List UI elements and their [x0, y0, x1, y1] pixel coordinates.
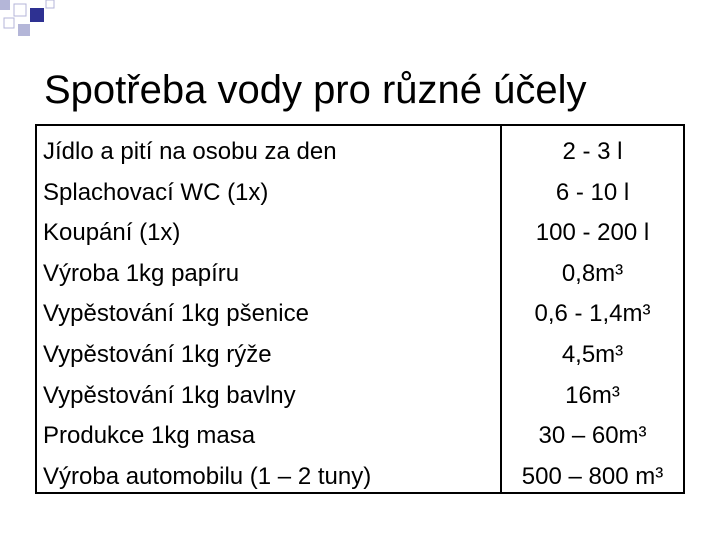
water-usage-table: [35, 124, 685, 494]
table-row-label: Koupání (1x): [43, 219, 181, 247]
decorative-squares-icon: [0, 0, 60, 40]
page-title: Spotřeba vody pro různé účely: [44, 68, 587, 112]
table-row-label: Výroba automobilu (1 – 2 tuny): [43, 462, 372, 490]
table-row-label: Jídlo a pití na osobu za den: [43, 138, 337, 165]
table-row-label: Vypěstování 1kg pšenice: [43, 300, 309, 328]
table-row-label: Splachovací WC (1x): [43, 178, 269, 206]
table-row-value: 6 - 10 l: [555, 178, 630, 206]
amount-column: [502, 126, 683, 492]
table-row-label: Vypěstování 1kg bavlny: [43, 381, 296, 409]
table-row-value: 100 - 200 l: [535, 219, 650, 247]
table-row-label: Vypěstování 1kg rýže: [43, 340, 272, 368]
table-row-value: 16m³: [565, 381, 620, 409]
table-row-value: 4,5m³: [561, 340, 624, 368]
table-row-value: 2 - 3 l: [562, 138, 623, 165]
table-row-value: 0,6 - 1,4m³: [534, 300, 651, 328]
purpose-column: [37, 126, 502, 492]
table-row-label: Produkce 1kg masa: [43, 422, 256, 450]
table-row-value: 0,8m³: [561, 259, 624, 287]
table-row-value: 500 – 800 m³: [521, 462, 664, 490]
table-row-value: 30 – 60m³: [538, 422, 647, 450]
table-row-label: Výroba 1kg papíru: [43, 259, 240, 287]
